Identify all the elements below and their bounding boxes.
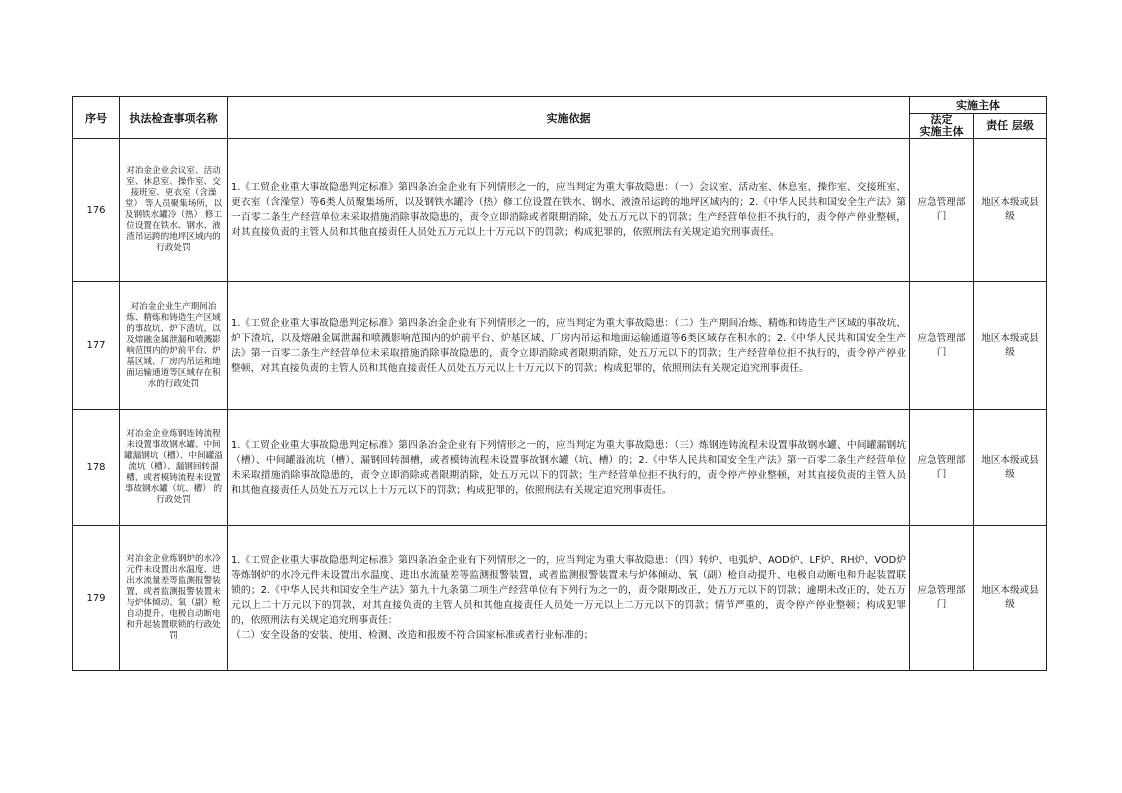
row-responsibility-level: 地区本级或县级 [974, 139, 1047, 282]
header-item-name: 执法检查事项名称 [120, 97, 228, 139]
row-responsibility-level: 地区本级或县级 [974, 410, 1047, 526]
row-responsibility-level: 地区本级或县级 [974, 282, 1047, 410]
header-subject-group: 实施主体 [910, 97, 1047, 114]
row-legal-subject: 应急管理部门 [910, 410, 974, 526]
enforcement-table [72, 96, 1047, 671]
row-item-name: 对冶金企业炼钢连铸流程未设置事故钢水罐、中间罐漏钢坑（槽）、中间罐溢流坑（槽）、漏钢回转溜槽，或者模铸流程未设置事故钢水罐（坑、槽） 的行政处罚 [120, 410, 228, 526]
row-basis [228, 410, 910, 526]
row-legal-subject: 应急管理部门 [910, 139, 974, 282]
row-basis [228, 526, 910, 671]
basis-paragraph: 1.《工贸企业重大事故隐患判定标准》第四条冶金企业有下列情形之一的，应当判定为重大事故隐患：（一）会议室、活动室、休息室、操作室、交接班室、更衣室（含澡堂）等6类人员聚集场所，以及钢铁水罐冷（热）修工位设置在铁水、钢水、液渣吊运跨的地坪区域内的；2.《中华人民共和国安全生产法》第一百零二条生产经营单位未采取措施消除事故隐患的，责令立即消除或者限期消除，处五万元以下的罚款；生产经营单位拒不执行的，责令停产停业整顿，对其直接负责的主管人员和其他直接责任人员处五万元以上十万元以下的罚款；构成犯罪的，依照刑法有关规定追究刑事责任。 [231, 182, 906, 238]
row-item-name: 对冶金企业炼钢炉的水冷元件未设置出水温度、进出水流量差等监测报警装置，或者监测报警装置未与炉体倾动、氧（副）枪自动提升、电极自动断电和升起装置联锁的行政处罚 [120, 526, 228, 671]
row-item-name: 对冶金企业生产期间冶炼、精炼和铸造生产区域的事故坑、炉下渣坑，以及熔融金属泄漏和喷溅影响范围内的炉前平台、炉基区域、厂房内吊运和地面运输通道等区域存在积水的行政处罚 [120, 282, 228, 410]
row-seq: 177 [73, 282, 120, 410]
header-responsibility-level: 责任 层级 [974, 114, 1047, 139]
row-item-name: 对冶金企业会议室、活动室、休息室、操作室、交接班室、更衣室（含澡堂） 等人员聚集场所，以及钢铁水罐冷（热） 修工位设置在铁水、钢水、液渣吊运跨的地坪区域内的行政处罚 [120, 139, 228, 282]
row-seq: 176 [73, 139, 120, 282]
row-legal-subject: 应急管理部门 [910, 526, 974, 671]
table-row [73, 410, 1047, 526]
row-seq: 178 [73, 410, 120, 526]
row-basis [228, 139, 910, 282]
header-basis: 实施依据 [228, 97, 910, 139]
row-legal-subject: 应急管理部门 [910, 282, 974, 410]
table-row [73, 526, 1047, 671]
basis-paragraph: （二）安全设备的安装、使用、检测、改造和报废不符合国家标准或者行业标准的； [231, 630, 594, 641]
header-legal-subject: 法定 实施主体 [910, 114, 974, 139]
row-basis [228, 282, 910, 410]
basis-paragraph: 1.《工贸企业重大事故隐患判定标准》第四条冶金企业有下列情形之一的，应当判定为重大事故隐患：（三）炼钢连铸流程未设置事故钢水罐、中间罐漏钢坑（槽）、中间罐溢流坑（槽）、漏钢回转溜槽，或者模铸流程未设置事故钢水罐（坑、槽）的；2.《中华人民共和国安全生产法》第一百零二条生产经营单位未采取措施消除事故隐患的，责令立即消除或者限期消除，处五万元以下的罚款；生产经营单位拒不执行的，责令停产停业整顿，对其直接负责的主管人员和其他直接责任人员处五万元以上十万元以下的罚款；构成犯罪的，依照刑法有关规定追究刑事责任。 [231, 439, 906, 496]
row-seq: 179 [73, 526, 120, 671]
basis-paragraph: 1.《工贸企业重大事故隐患判定标准》第四条冶金企业有下列情形之一的，应当判定为重大事故隐患：（二）生产期间冶炼、精炼和铸造生产区域的事故坑、炉下渣坑，以及熔融金属泄漏和喷溅影响范围内的炉前平台、炉基区域、厂房内吊运和地面运输通道等6类区域存在积水的；2.《中华人民共和国安全生产法》第一百零二条生产经营单位未采取措施消除事故隐患的，责令立即消除或者限期消除，处五万元以下的罚款；生产经营单位拒不执行的，责令停产停业整顿，对其直接负责的主管人员和其他直接责任人员处五万元以上十万元以下的罚款；构成犯罪的，依照刑法有关规定追究刑事责任。 [231, 317, 906, 374]
header-seq: 序号 [73, 97, 120, 139]
row-responsibility-level: 地区本级或县级 [974, 526, 1047, 671]
table-row [73, 282, 1047, 410]
basis-paragraph: 1.《工贸企业重大事故隐患判定标准》第四条冶金企业有下列情形之一的，应当判定为重大事故隐患：（四）转炉、电弧炉、AOD炉、LF炉、RH炉、VOD炉等炼钢炉的水冷元件未设置出水温度、进出水流量差等监测报警装置，或者监测报警装置未与炉体倾动、氧（副）枪自动提升、电极自动断电和升起装置联锁的；2.《中华人民共和国安全生产法》第九十九条第二项生产经营单位有下列行为之一的，责令限期改正，处五万元以下的罚款；逾期未改正的，处五万元以上二十万元以下的罚款，对其直接负责的主管人员和其他直接责任人员处一万元以上二万元以下的罚款；情节严重的，责令停产停业整顿；构成犯罪的，依照刑法有关规定追究刑事责任： [231, 555, 906, 626]
table-row [73, 139, 1047, 282]
